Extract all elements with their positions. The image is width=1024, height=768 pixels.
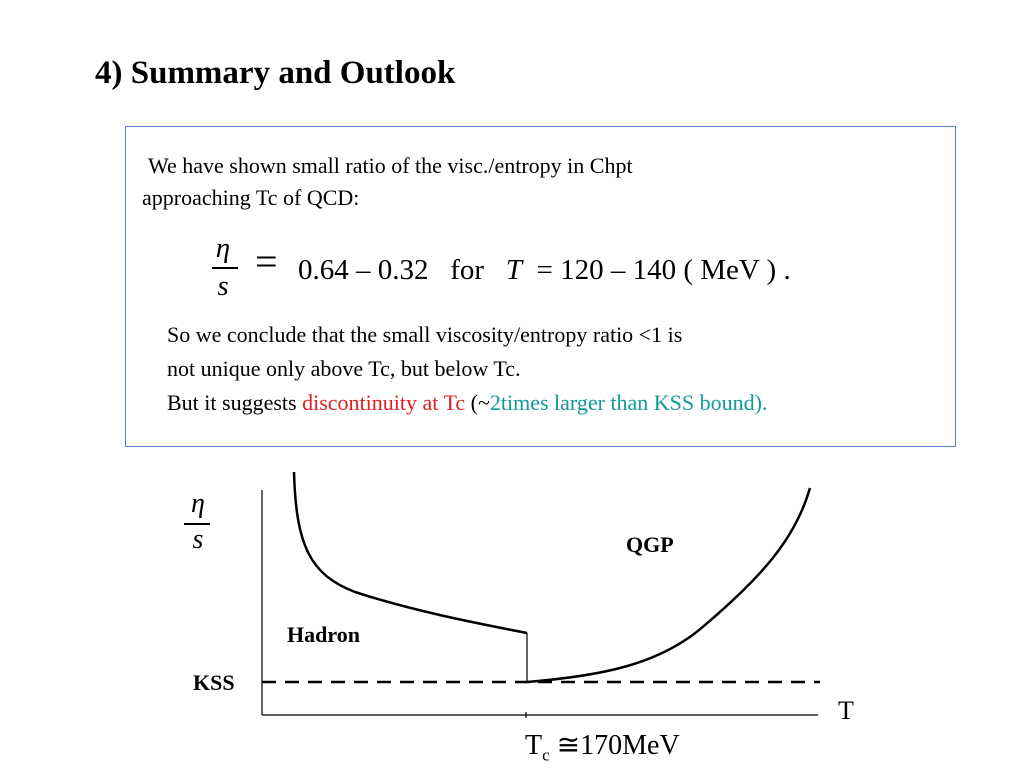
- intro-line-1: We have shown small ratio of the visc./entropy in Chpt: [148, 153, 633, 178]
- kss-label: KSS: [193, 670, 235, 695]
- formula-equals: =: [255, 239, 278, 284]
- tc-symbol: T: [525, 730, 543, 761]
- hadron-curve: [294, 472, 527, 633]
- conclusion-line-1: So we conclude that the small viscosity/entropy ratio <1 is: [167, 322, 683, 347]
- qgp-label: QGP: [626, 532, 674, 557]
- formula-numerator: η: [215, 232, 231, 264]
- tc-label: [525, 728, 680, 766]
- discontinuity-highlight: discontinuity at Tc: [302, 390, 466, 415]
- formula-range: 0.64 – 0.32: [298, 254, 429, 286]
- formula-variable: T: [505, 254, 522, 286]
- kss-bound-note: 2times larger than KSS bound).: [489, 390, 768, 415]
- tc-value: ≅170MeV: [549, 730, 680, 761]
- conclusion-line-2: not unique only above Tc, but below Tc.: [167, 356, 521, 381]
- x-axis-label: T: [838, 696, 854, 725]
- hadron-label: Hadron: [287, 622, 360, 647]
- conclusion-prefix: But it suggests: [167, 390, 303, 415]
- tc-subscript: c: [542, 745, 550, 765]
- conclusion-mid: (~: [465, 390, 490, 415]
- formula-denominator: s: [217, 270, 229, 302]
- y-axis-denominator: s: [192, 524, 204, 555]
- formula-for: for: [450, 254, 485, 286]
- formula-condition: = 120 – 140 ( MeV ) .: [536, 254, 791, 286]
- slide-title: 4) Summary and Outlook: [95, 55, 456, 91]
- y-axis-numerator: η: [191, 488, 205, 519]
- qgp-curve: [527, 488, 810, 682]
- intro-line-2: approaching Tc of QCD:: [142, 185, 360, 210]
